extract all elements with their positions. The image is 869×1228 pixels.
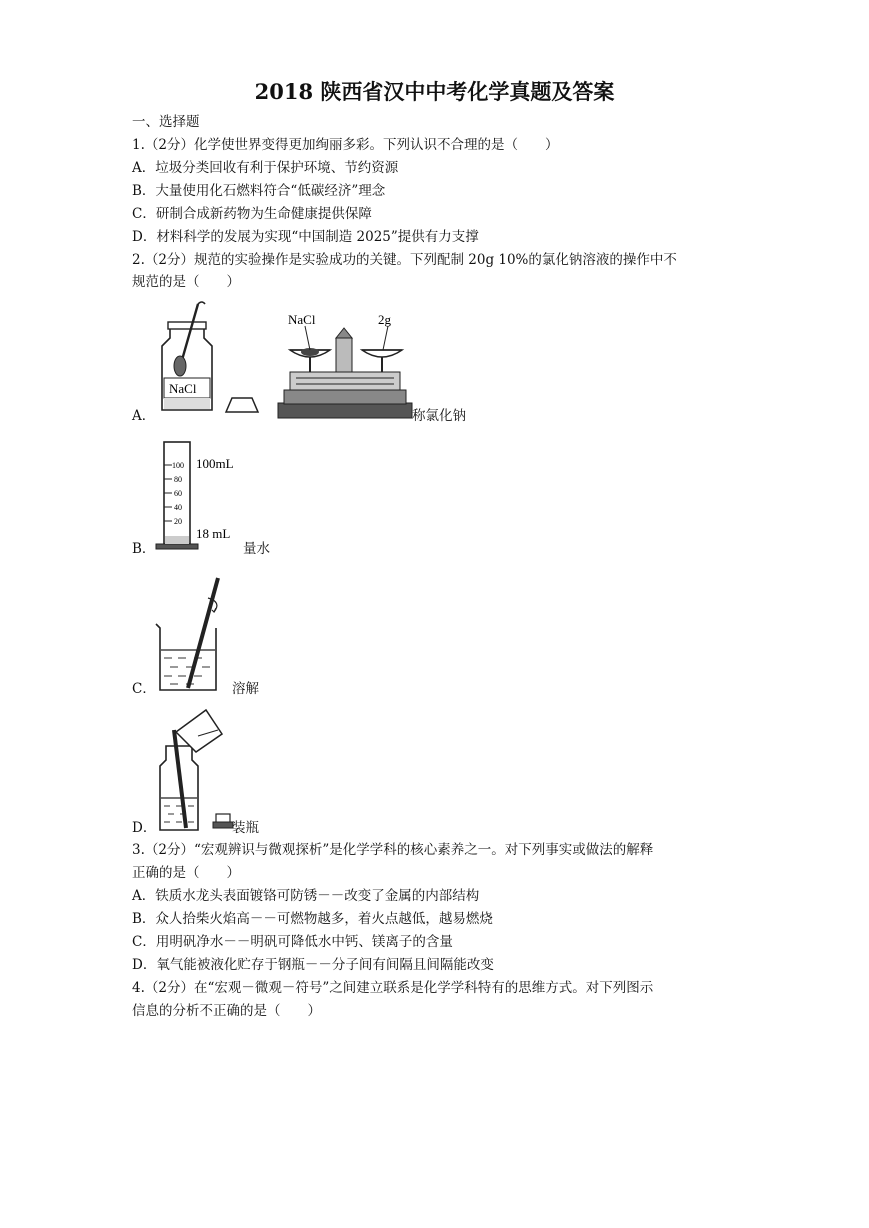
tick-label: 100 (172, 461, 184, 470)
cylinder-reading-label: 18 mL (196, 526, 231, 541)
pan-left-label: NaCl (288, 312, 316, 327)
graduated-cylinder-icon (156, 442, 198, 549)
stopper-icon (226, 398, 258, 412)
q2-stem-line2: 规范的是（ ） (132, 274, 240, 290)
q3-stem-line1: 3.（2分）“宏观辨识与微观探析”是化学学科的核心素养之一。对下列事实或做法的解释 (132, 842, 654, 858)
q1-option-a: A．垃圾分类回收有利于保护环境、节约资源 (132, 160, 399, 176)
tick-label: 80 (174, 475, 182, 484)
q2-option-a-letter: A． (132, 408, 156, 424)
q2-stem-line1: 2.（2分）规范的实验操作是实验成功的关键。下列配制 20g 10%的氯化钠溶液的操作中不 (132, 252, 677, 268)
bottle-label: NaCl (169, 381, 197, 396)
page-title: 2018 陕西省汉中中考化学真题及答案 (254, 79, 615, 104)
q3-stem-line2: 正确的是（ ） (132, 865, 240, 881)
tick-label: 60 (174, 489, 182, 498)
q3-option-d: D．氧气能被液化贮存于钢瓶－－分子间有间隔且间隔能改变 (132, 957, 494, 973)
reagent-bottle-icon (162, 302, 212, 410)
section-heading: 一、选择题 (132, 114, 200, 130)
q1-option-c: C．研制合成新药物为生命健康提供保障 (132, 206, 372, 222)
bottling-figure (150, 706, 240, 832)
q2-option-a-caption: 称氯化钠 (412, 408, 466, 424)
stopper-icon (213, 814, 233, 828)
beaker-figure (150, 572, 230, 694)
q2-option-d-caption: 装瓶 (232, 820, 259, 836)
cylinder-figure (150, 438, 250, 553)
beaker-with-glass-rod-icon (156, 578, 218, 690)
q2-option-b-caption: 量水 (243, 541, 270, 557)
q1-option-d: D．材料科学的发展为实现“中国制造 2025”提供有力支撑 (132, 229, 479, 245)
cylinder-capacity-label: 100mL (196, 456, 234, 471)
q4-stem-line2: 信息的分析不正确的是（ ） (132, 1003, 321, 1019)
pan-right-label: 2g (378, 312, 391, 327)
q4-stem-line1: 4.（2分）在“宏观－微观－符号”之间建立联系是化学学科特有的思维方式。对下列图示 (132, 980, 654, 996)
q3-option-c: C．用明矾净水－－明矾可降低水中钙、镁离子的含量 (132, 934, 453, 950)
q2-option-b-letter: B． (132, 541, 156, 557)
balance-icon (278, 312, 412, 418)
tick-label: 20 (174, 517, 182, 526)
q3-option-b: B．众人拾柴火焰高－－可燃物越多，着火点越低，越易燃烧 (132, 911, 493, 927)
q2-option-d-letter: D． (132, 820, 157, 836)
q1-stem: 1.（2分）化学使世界变得更加绚丽多彩。下列认识不合理的是（ ） (132, 137, 559, 153)
tick-label: 40 (174, 503, 182, 512)
q1-option-b: B．大量使用化石燃料符合“低碳经济”理念 (132, 183, 386, 199)
balance-figure (150, 298, 415, 423)
q3-option-a: A．铁质水龙头表面镀铬可防锈－－改变了金属的内部结构 (132, 888, 480, 904)
q2-option-c-caption: 溶解 (232, 681, 259, 697)
q2-option-c-letter: C． (132, 681, 156, 697)
